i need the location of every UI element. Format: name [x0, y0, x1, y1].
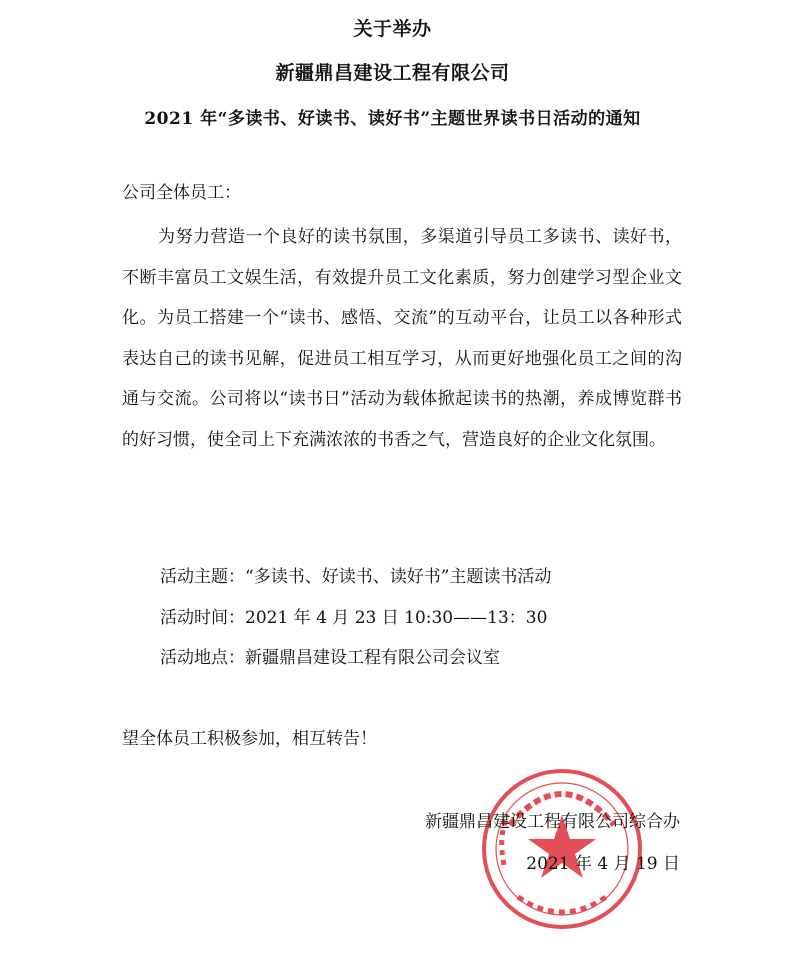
salutation: 公司全体员工： — [122, 183, 241, 203]
signature-organization: 新疆鼎昌建设工程有限公司综合办 — [425, 812, 680, 832]
signature-date: 2021 年 4 月 19 日 — [526, 854, 680, 874]
body-paragraph: 为努力营造一个良好的读书氛围，多渠道引导员工多读书、读好书，不断丰富员工文娱生活，有效提升员工文化素质，努力创建学习型企业文化。为员工搭建一个“读书、感悟、交流”的互动平台，让员工以各种形式表达自己的读书见解，促进员工相互学习，从而更好地强化员工之间的沟通与交流。公司将以“读书日”活动为载体掀起读书的热潮，养成博览群书的好习惯，使全司上下充满浓浓的书香之气，营造良好的企业文化氛围。 — [122, 227, 682, 450]
title-line-1: 关于举办 — [353, 18, 432, 40]
activity-time: 活动时间：2021 年 4 月 23 日 10:30——13：30 — [160, 607, 548, 628]
title-line-3: 2021 年“多读书、好读书、读好书”主题世界读书日活动的通知 — [144, 109, 641, 129]
activity-theme: 活动主题：“多读书、好读书、读好书”主题读书活动 — [160, 567, 552, 587]
activity-details — [160, 557, 720, 679]
activity-location: 活动地点：新疆鼎昌建设工程有限公司会议室 — [160, 648, 500, 668]
title-line-2: 新疆鼎昌建设工程有限公司 — [275, 62, 510, 84]
closing-line: 望全体员工积极参加，相互转告！ — [122, 729, 377, 749]
